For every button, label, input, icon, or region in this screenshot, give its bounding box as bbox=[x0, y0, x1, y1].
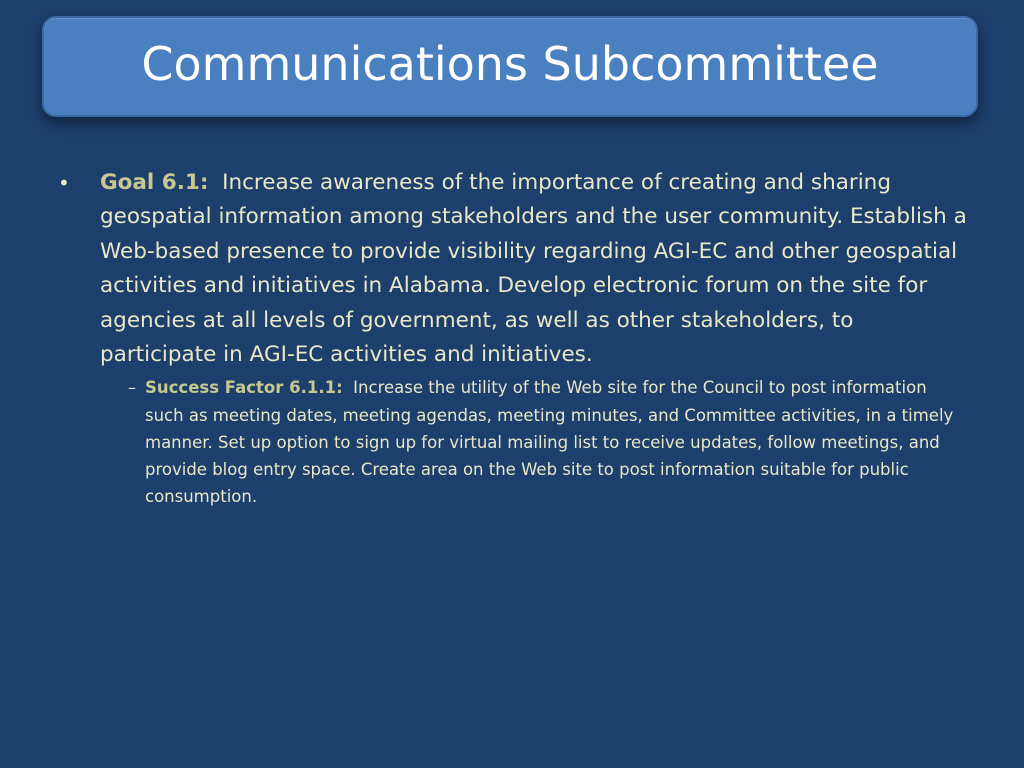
goal-paragraph bbox=[100, 166, 970, 372]
goal-bullet-item bbox=[58, 166, 970, 372]
bullet-icon: • bbox=[58, 171, 70, 195]
success-factor-text: Increase the utility of the Web site for the Council to post information such as meeting dates, meeting agendas, meeting minutes, and Committee activities, in a timely manner. Set up option to sign up for virtual mailing list to receive updates, follow meetings, and provide blog entry space. Create area on the Web site to post information suitable for public consumption. bbox=[145, 378, 954, 507]
title-box bbox=[42, 16, 978, 117]
goal-label: Goal 6.1: bbox=[100, 170, 209, 195]
success-factor-label: Success Factor 6.1.1: bbox=[145, 378, 343, 398]
goal-text: Increase awareness of the importance of creating and sharing geospatial information among stakeholders and the user community. Establish a Web-based presence to provide visibility regarding AGI-EC and other geospatial activities and initiatives in Alabama. Develop electronic forum on the site for agencies at all levels of government, as well as other stakeholders, to participate in AGI-EC activities and initiatives. bbox=[100, 170, 967, 368]
slide-title: Communications Subcommittee bbox=[141, 36, 879, 91]
dash-icon: – bbox=[128, 378, 136, 398]
success-factor-item bbox=[128, 374, 970, 510]
slide-content bbox=[58, 166, 970, 510]
success-factor-paragraph bbox=[145, 374, 970, 510]
